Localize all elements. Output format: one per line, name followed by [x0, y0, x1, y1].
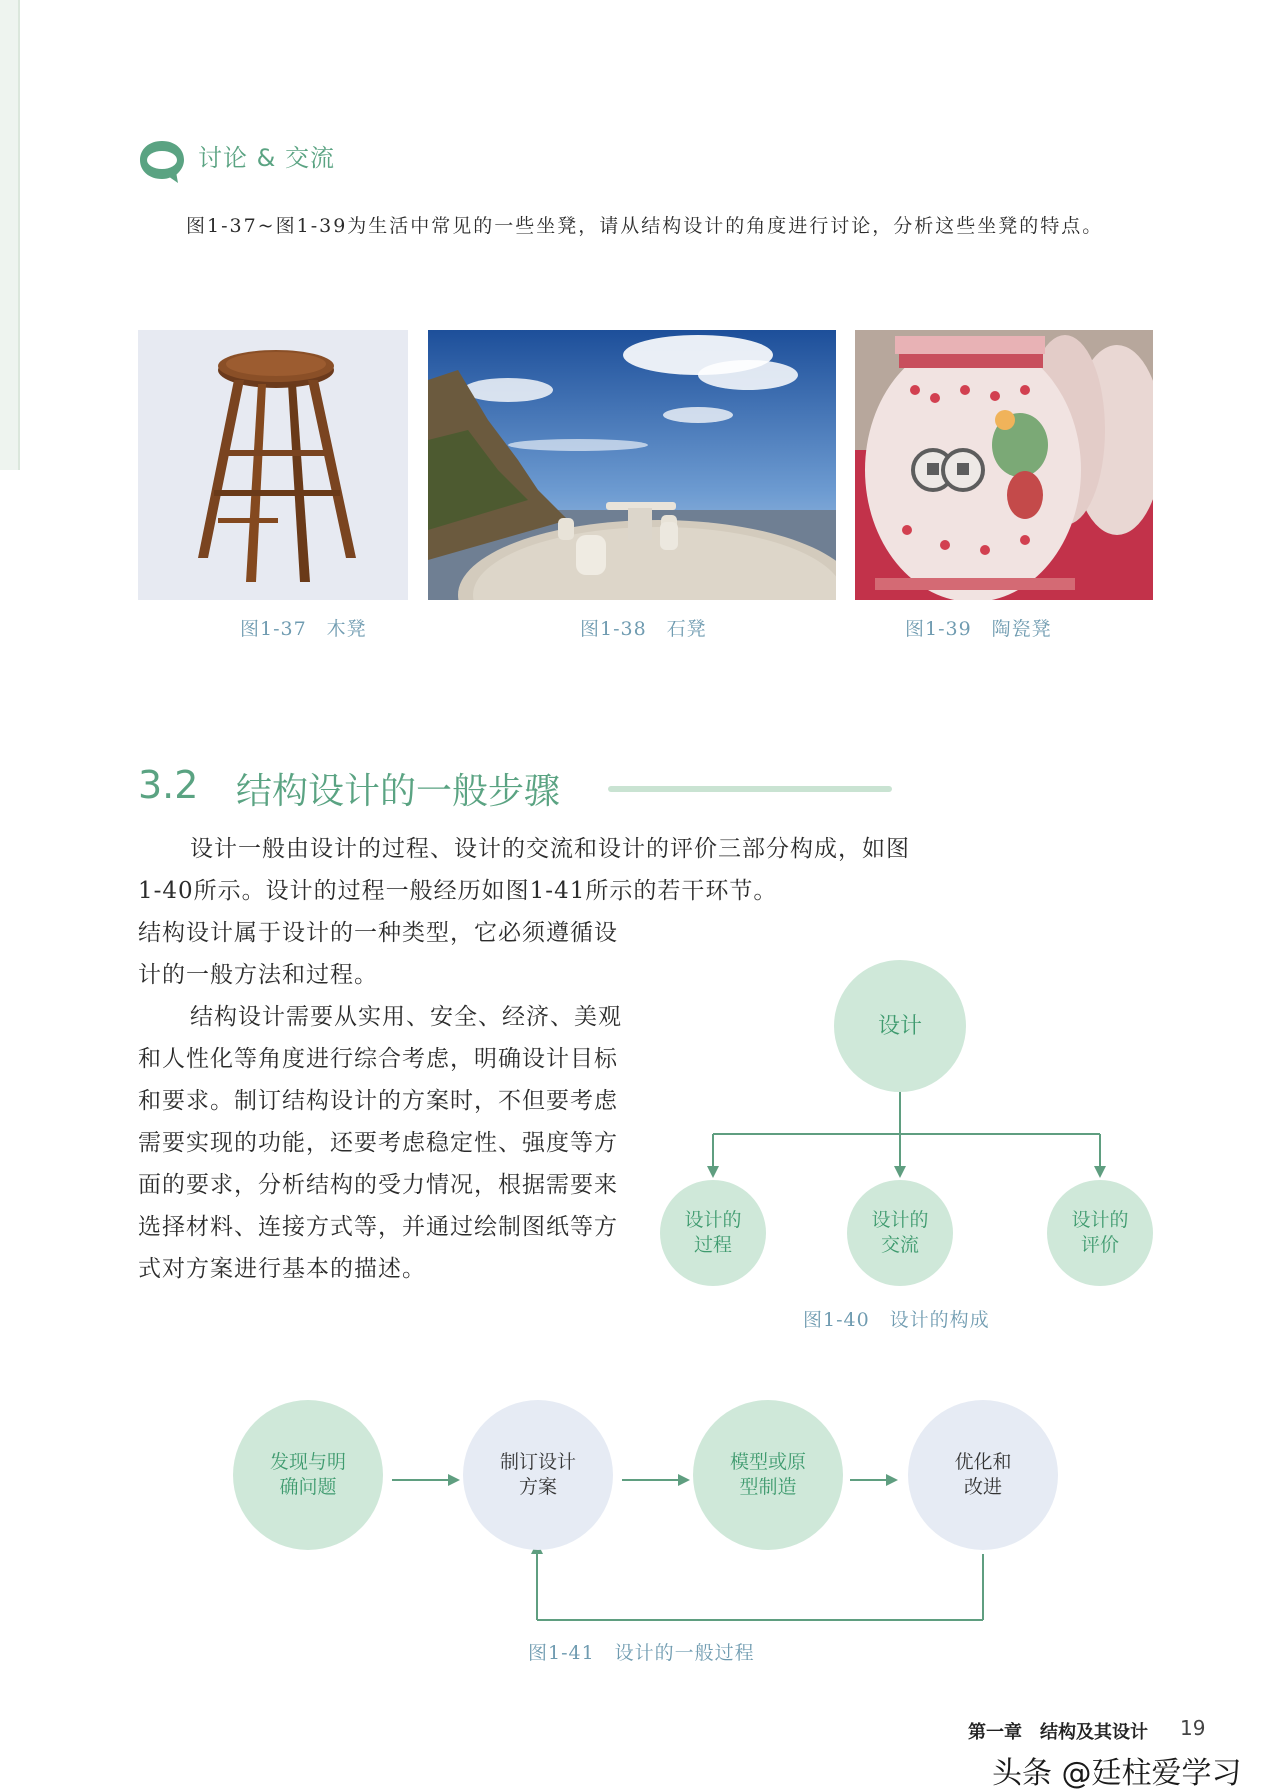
figure-caption: 图1-37 木凳 [240, 618, 367, 640]
process-step-label: 模型或原 型制造 [729, 1451, 806, 1498]
process-step-optimize [908, 1400, 1058, 1550]
diagram-node-process [660, 1180, 766, 1286]
body-paragraph: 结构设计属于设计的一种类型，它必须遵循设计的一般方法和过程。 [138, 920, 618, 988]
figure-caption: 图1-38 石凳 [580, 618, 707, 640]
watermark: 头条 @廷柱爱学习 [992, 1756, 1242, 1791]
process-step-plan [463, 1400, 613, 1550]
diagram-node-label: 设计的 交流 [871, 1209, 929, 1256]
diagram-140-connectors [680, 1080, 1120, 1190]
speech-bubble-icon [138, 138, 186, 186]
process-step-label: 优化和 改进 [954, 1451, 1012, 1498]
wooden-stool-photo [138, 330, 408, 600]
process-step-identify [233, 1400, 383, 1550]
body-paragraph: 设计一般由设计的过程、设计的交流和设计的评价三部分构成，如图1-40所示。设计的过程一般经历如图1-41所示的若干环节。 [138, 836, 910, 904]
diagram-node-label: 设计的 评价 [1071, 1209, 1129, 1256]
process-step-label: 制订设计 方案 [499, 1451, 576, 1498]
stone-stool-photo [428, 330, 836, 600]
discussion-title: 讨论 & 交流 [198, 144, 335, 172]
diagram-node-design [834, 960, 966, 1092]
process-step-prototype [693, 1400, 843, 1550]
figure-caption: 图1-40 设计的构成 [803, 1309, 990, 1331]
section-number: 3.2 [138, 763, 199, 807]
diagram-node-label: 设计 [877, 1013, 922, 1039]
page-side-strip [0, 0, 20, 470]
diagram-node-label: 设计的 过程 [684, 1209, 742, 1256]
section-title-rule [608, 786, 892, 792]
chapter-footer: 第一章 结构及其设计 [968, 1722, 1148, 1743]
figure-caption: 图1-39 陶瓷凳 [905, 618, 1052, 640]
body-paragraph: 结构设计需要从实用、安全、经济、美观和人性化等角度进行综合考虑，明确设计目标和要求。制订结构设计的方案时，不但要考虑需要实现的功能，还要考虑稳定性、强度等方面的要求，分析结构的受力情况，根据需要来选择材料、连接方式等，并通过绘制图纸等方式对方案进行基本的描述。 [138, 1004, 622, 1282]
section-title: 结构设计的一般步骤 [236, 771, 561, 812]
process-step-label: 发现与明 确问题 [269, 1451, 346, 1498]
figure-caption: 图1-41 设计的一般过程 [528, 1642, 755, 1664]
page-number: 19 [1180, 1716, 1206, 1740]
diagram-node-communication [847, 1180, 953, 1286]
porcelain-stool-photo [855, 330, 1153, 600]
discussion-text: 图1-37~图1-39为生活中常见的一些坐凳，请从结构设计的角度进行讨论，分析这些坐凳的特点。 [186, 215, 1104, 237]
diagram-node-evaluation [1047, 1180, 1153, 1286]
